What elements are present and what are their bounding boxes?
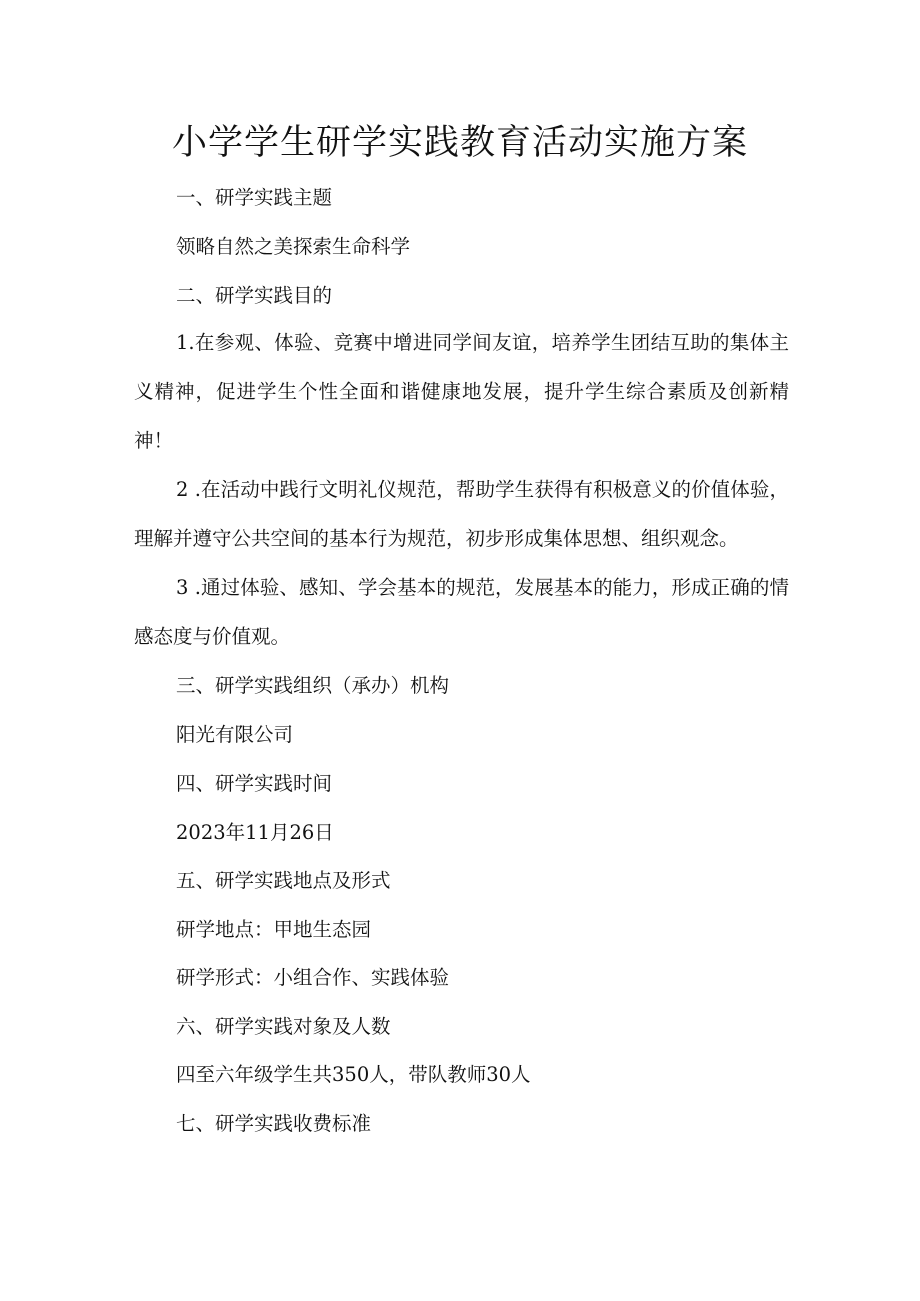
section-2-paragraph-2: 2 .在活动中践行文明礼仪规范，帮助学生获得有积极意义的价值体验，理解并遵守公共空间的基本行为规范，初步形成集体思想、组织观念。: [134, 478, 789, 550]
section-2-paragraph-3: 3 .通过体验、感知、学会基本的规范，发展基本的能力，形成正确的情感态度与价值观。: [134, 576, 789, 648]
section-2-heading: 二、研学实践目的: [176, 284, 333, 307]
section-4-heading: 四、研学实践时间: [176, 772, 333, 795]
section-6-text: 四至六年级学生共350人，带队教师30人: [176, 1063, 531, 1086]
section-5-heading: 五、研学实践地点及形式: [176, 869, 391, 892]
section-3-heading: 三、研学实践组织（承办）机构: [176, 674, 450, 697]
section-7-heading: 七、研学实践收费标准: [176, 1112, 372, 1135]
section-4-date: 2023年11月26日: [176, 821, 334, 844]
document-title: 小学学生研学实践教育活动实施方案: [171, 123, 748, 163]
section-5-location: 研学地点：甲地生态园: [176, 918, 372, 941]
section-6-heading: 六、研学实践对象及人数: [176, 1015, 391, 1038]
section-2-paragraph-1: 1.在参观、体验、竞赛中增进同学间友谊，培养学生团结互助的集体主义精神，促进学生个性全面和谐健康地发展，提升学生综合素质及创新精神！: [134, 331, 789, 452]
section-1-text: 领略自然之美探索生命科学: [176, 235, 411, 258]
section-5-form: 研学形式：小组合作、实践体验: [176, 966, 450, 989]
section-1-heading: 一、研学实践主题: [176, 186, 333, 209]
section-3-text: 阳光有限公司: [176, 723, 294, 746]
